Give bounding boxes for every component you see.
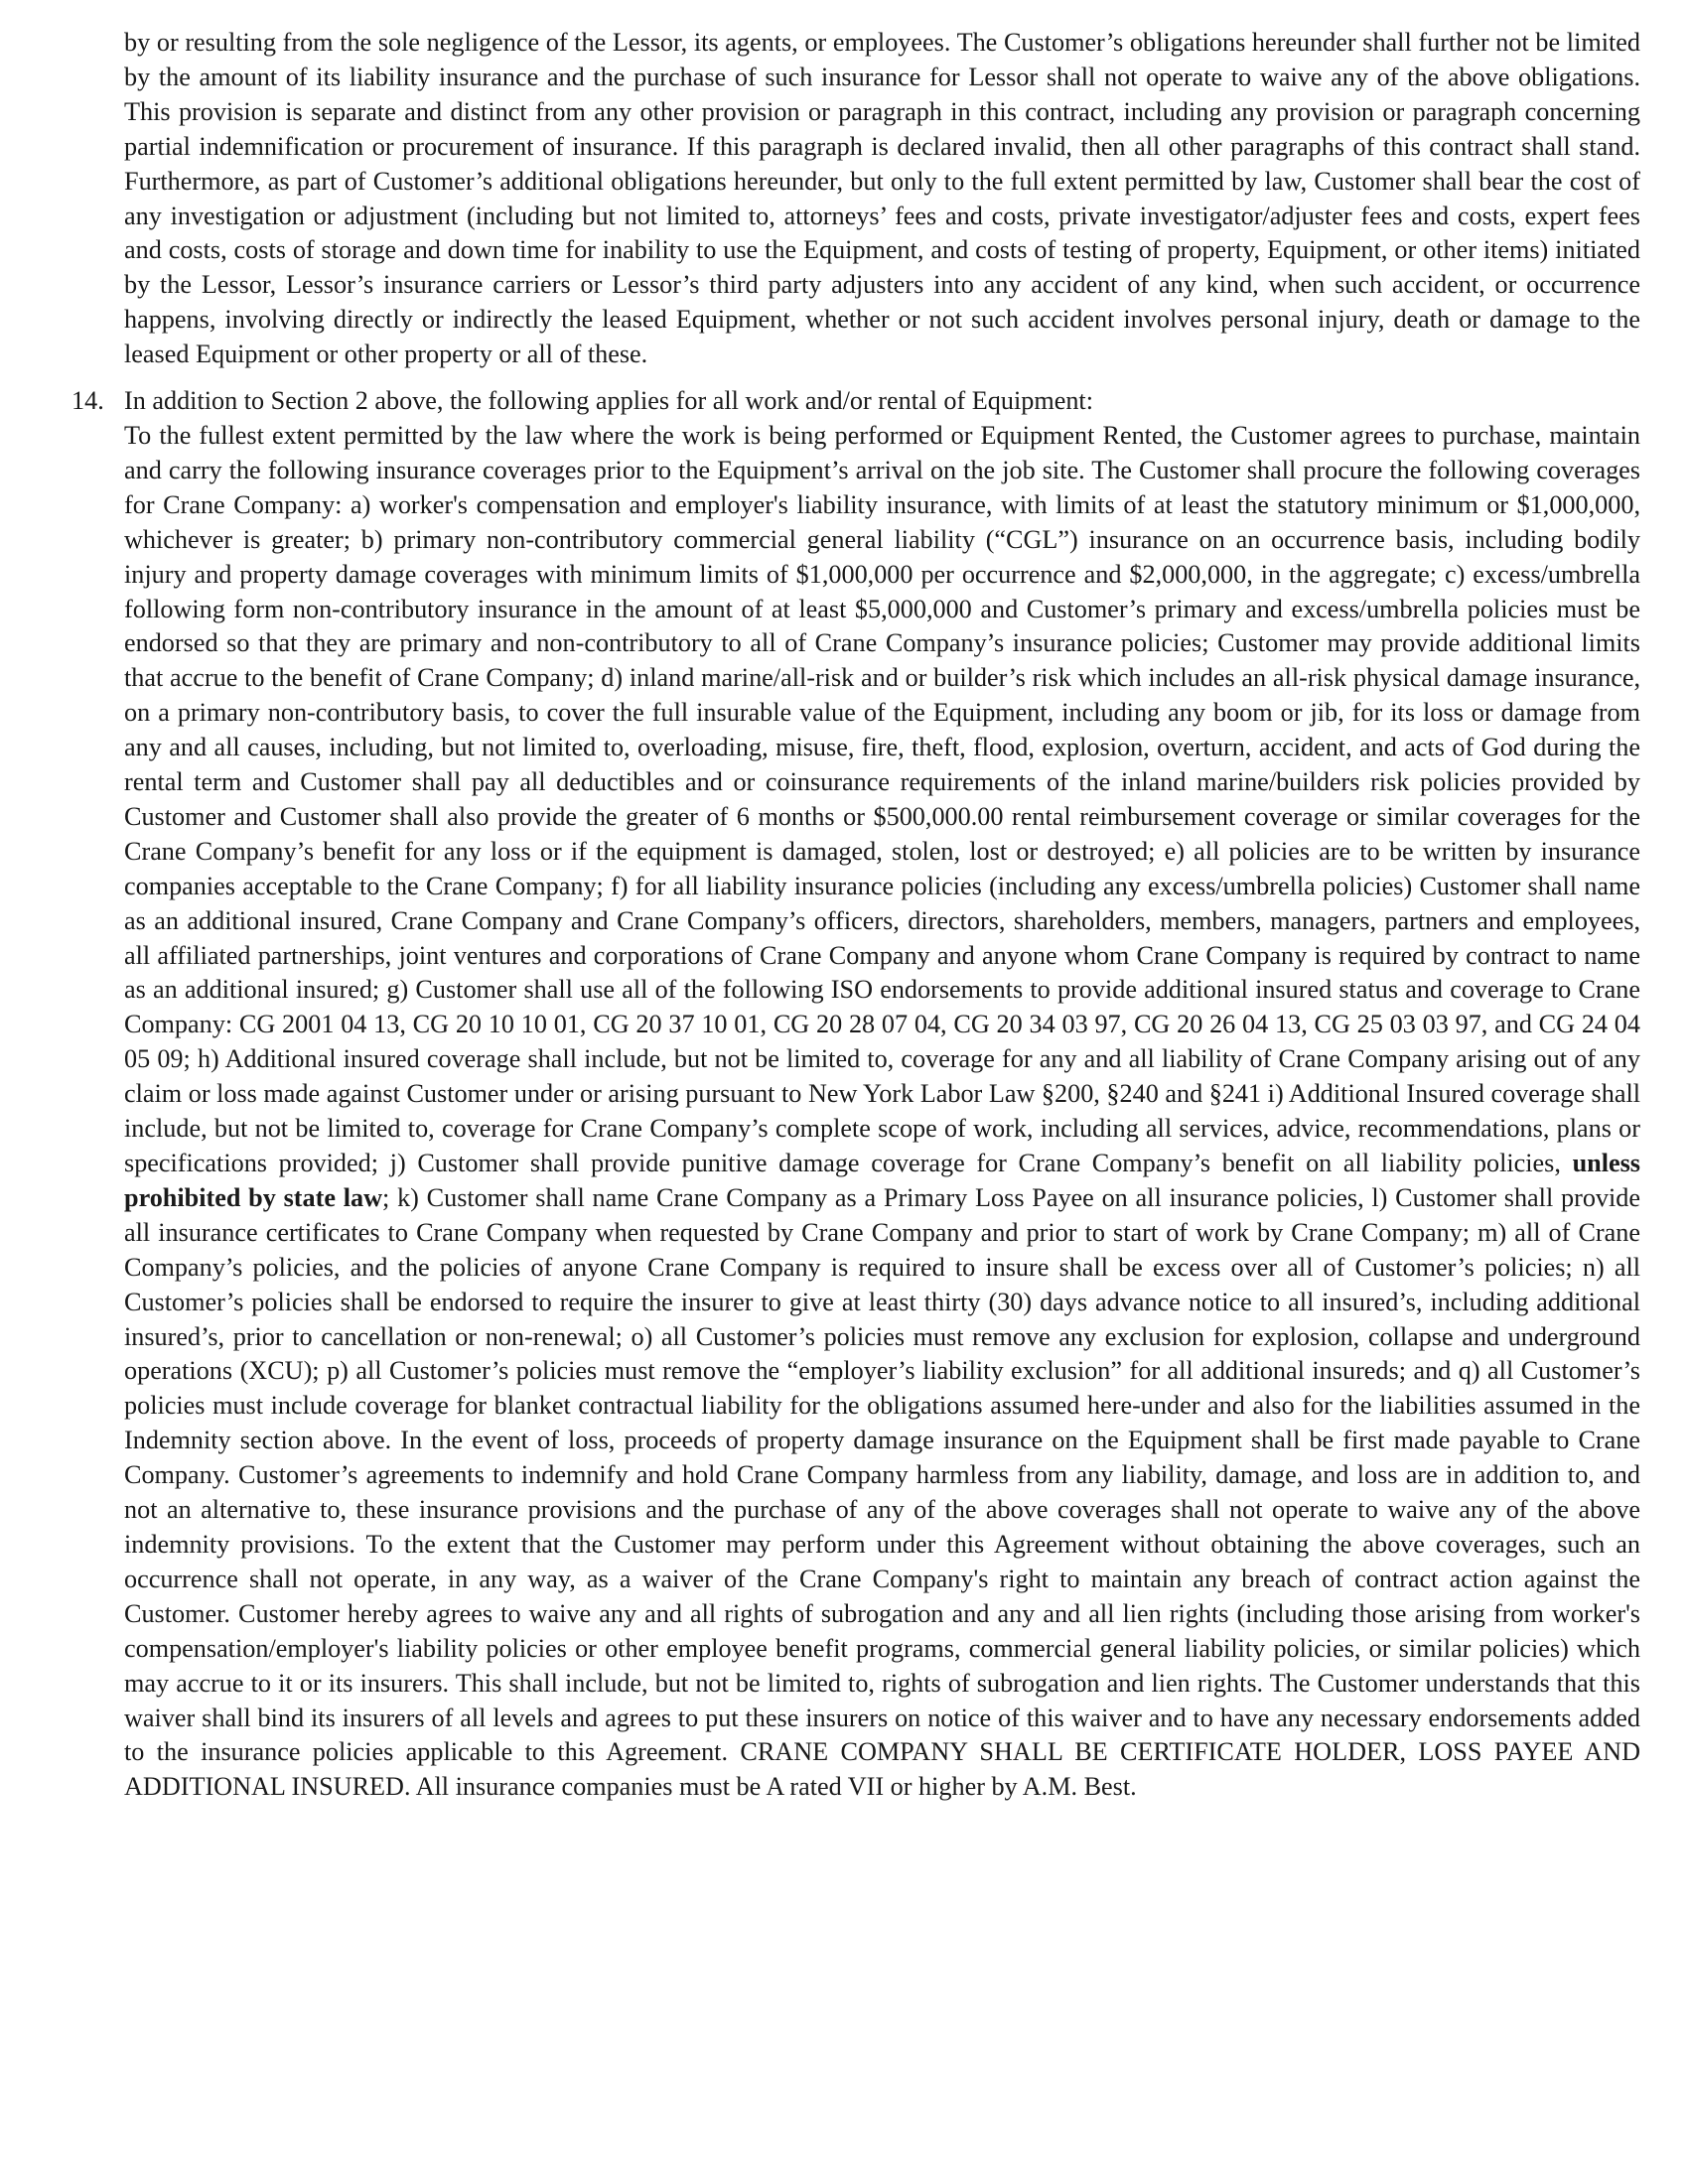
item-body-part-1: To the fullest extent permitted by the law where the work is being performed or Equipment Rented, the Customer agrees to purchase, maintain and carry the following insurance coverages prior to the Equipment’s arrival on the job site. The Customer shall procure the following coverages for Crane Company: a) worker's compensation and employer's liability insurance, with limits of at least the statutory minimum or $1,000,000, whichever is greater; b) primary non-contributory commercial general liability (“CGL”) insurance on an occurrence basis, including bodily injury and property damage coverages with minimum limits of $1,000,000 per occurrence and $2,000,000, in the aggregate; c) excess/umbrella following form non-contributory insurance in the amount of at least $5,000,000 and Customer’s primary and excess/umbrella policies must be endorsed so that they are primary and non-contributory to all of Crane Company’s insurance policies; Customer may provide additional limits that accrue to the benefit of Crane Company; d) inland marine/all-risk and or builder’s risk which includes an all-risk physical damage insurance, on a primary non-contributory basis, to cover the full insurable value of the Equipment, including any boom or jib, for its loss or damage from any and all causes, including, but not limited to, overloading, misuse, fire, theft, flood, explosion, overturn, accident, and acts of God during the rental term and Customer shall pay all deductibles and or coinsurance requirements of the inland marine/builders risk policies provided by Customer and Customer shall also provide the greater of 6 months or $500,000.00 rental reimbursement coverage or similar coverages for the Crane Company’s benefit for any loss or if the equipment is damaged, stolen, lost or destroyed; e) all policies are to be written by insurance companies acceptable to the Crane Company; f) for all liability insurance policies (including any excess/umbrella policies) Customer shall name as an additional insured, Crane Company and Crane Company’s officers, directors, shareholders, members, managers, partners and employees, all affiliated partnerships, joint ventures and corporations of Crane Company and anyone whom Crane Company is required by contract to name as an additional insured; g) Customer shall use all of the following ISO endorsements to provide additional insured status and coverage to Crane Company: CG 2001 04 13, CG 20 10 10 01, CG 20 37 10 01, CG 20 28 07 04, CG 20 34 03 97, CG 20 26 04 13, CG 25 03 03 97, and CG 24 04 05 09; h) Additional insured coverage shall include, but not be limited to, coverage for any and all liability of Crane Company arising out of any claim or loss made against Customer under or arising pursuant to New York Labor Law §200, §240 and §241 i) Additional Insured coverage shall include, but not be limited to, coverage for Crane Company’s complete scope of work, including all services, advice, recommendations, plans or specifications provided; j) Customer shall provide punitive damage coverage for Crane Company’s benefit on all liability policies, [124,420,1640,1177]
item-number: 14. [71,386,104,416]
continued-paragraph: by or resulting from the sole negligence of the Lessor, its agents, or employees. The Customer’s obligations hereunder shall further not be limited by the amount of its liability insurance and the purchase of such insurance for Lessor shall not operate to waive any of the above obligations. This provision is separate and distinct from any other provision or paragraph in this contract, including any provision or paragraph concerning partial indemnification or procurement of insurance. If this paragraph is declared invalid, then all other paragraphs of this contract shall stand. Furthermore, as part of Customer’s additional obligations hereunder, but only to the full extent permitted by law, Customer shall bear the cost of any investigation or adjustment (including but not limited to, attorneys’ fees and costs, private investigator/adjuster fees and costs, expert fees and costs, costs of storage and down time for inability to use the Equipment, and costs of testing of property, Equipment, or other items) initiated by the Lessor, Lessor’s insurance carriers or Lessor’s third party adjusters into any accident of any kind, when such accident, or occurrence happens, involving directly or indirectly the leased Equipment, whether or not such accident involves personal injury, death or damage to the leased Equipment or other property or all of these. [124,28,1640,369]
item-intro: In addition to Section 2 above, the following applies for all work and/or rental of Equipment: [124,386,1093,416]
bold-phrase: unless prohibited by state law [124,1149,1640,1212]
item-body-part-2: ; k) Customer shall name Crane Company as a Primary Loss Payee on all insurance policies, l) Customer shall provide all insurance certificates to Crane Company when requested by Crane Company and prior to start of work by Crane Company; m) all of Crane Company’s policies, and the policies of anyone Crane Company is required to insure shall be excess over all of Customer’s policies; n) all Customer’s policies shall be endorsed to require the insurer to give at least thirty (30) days advance notice to all insured’s, including additional insured’s, prior to cancellation or non-renewal; o) all Customer’s policies must remove any exclusion for explosion, collapse and underground operations (XCU); p) all Customer’s policies must remove the “employer’s liability exclusion” for all additional insureds; and q) all Customer’s policies must include coverage for blanket contractual liability for the obligations assumed here-under and also for the liabilities assumed in the Indemnity section above. In the event of loss, proceeds of property damage insurance on the Equipment shall be first made payable to Crane Company. Customer’s agreements to indemnify and hold Crane Company harmless from any liability, damage, and loss are in addition to, and not an alternative to, these insurance provisions and the purchase of any of the above coverages shall not operate to waive any of the above indemnity provisions. To the extent that the Customer may perform under this Agreement without obtaining the above coverages, such an occurrence shall not operate, in any way, as a waiver of the Crane Company's right to maintain any breach of contract action against the Customer. Customer hereby agrees to waive any and all rights of subrogation and any and all lien rights (including those arising from worker's compensation/employer's liability policies or other employee benefit programs, commercial general liability policies, or similar policies) which may accrue to it or its insurers. This shall include, but not be limited to, rights of subrogation and lien rights. The Customer understands that this waiver shall bind its insurers of all levels and agrees to put these insurers on notice of this waiver and to have any necessary endorsements added to the insurance policies applicable to this Agreement. CRANE COMPANY SHALL BE CERTIFICATE HOLDER, LOSS PAYEE AND ADDITIONAL INSURED. All insurance companies must be A rated VII or higher by A.M. Best. [124,1182,1640,1802]
item-body [124,419,1640,1805]
numbered-item-14 [71,384,1640,1805]
